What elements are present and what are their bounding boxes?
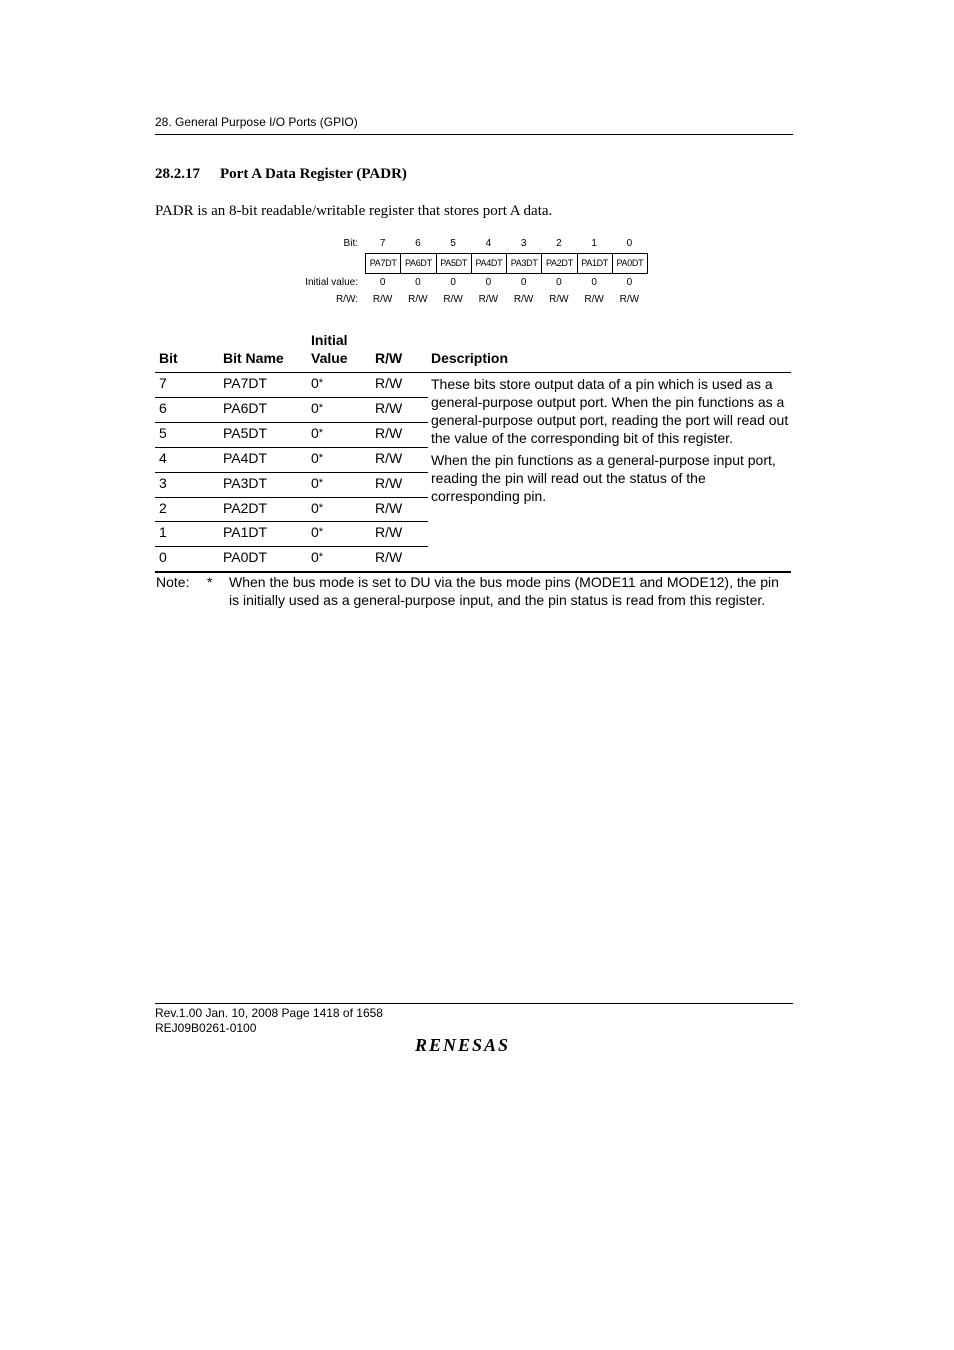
row-initial-value: 0 bbox=[311, 549, 319, 565]
row-initial-value: 0 bbox=[311, 450, 319, 466]
footer-rule bbox=[155, 1003, 793, 1004]
col-header-rw: R/W bbox=[375, 350, 403, 366]
register-field: PA4DT bbox=[472, 254, 507, 273]
row-rw: R/W bbox=[375, 549, 403, 565]
register-initial-value: 0 bbox=[379, 277, 386, 288]
row-bit: 2 bbox=[159, 500, 167, 516]
row-divider bbox=[155, 546, 428, 547]
footer-revision: Rev.1.00 Jan. 10, 2008 Page 1418 of 1658 bbox=[155, 1006, 383, 1020]
row-bit-name: PA0DT bbox=[223, 549, 268, 565]
note-label: Note: bbox=[156, 574, 190, 590]
register-bit-number: 4 bbox=[485, 238, 492, 249]
asterisk-note-mark: * bbox=[318, 377, 324, 389]
register-initial-value: 0 bbox=[485, 277, 492, 288]
row-bit: 3 bbox=[159, 475, 167, 491]
row-bit-name: PA7DT bbox=[223, 375, 268, 391]
renesas-logo-graphic bbox=[413, 1035, 533, 1055]
register-bit-fields bbox=[365, 253, 648, 274]
note-text: When the bus mode is set to DU via the bus mode pins (MODE11 and MODE12), the pin is initially used as a general-purpose input, and the pin status is read from this register. bbox=[229, 574, 779, 608]
row-bit-name: PA4DT bbox=[223, 450, 268, 466]
register-rw-value: R/W bbox=[478, 294, 499, 305]
row-bit-name: PA3DT bbox=[223, 475, 268, 491]
register-bit-label: Bit: bbox=[343, 238, 358, 249]
col-header-bit: Bit bbox=[159, 350, 178, 366]
register-initial-label: Initial value: bbox=[305, 277, 358, 288]
register-rw-value: R/W bbox=[549, 294, 569, 305]
row-bit-name: PA1DT bbox=[223, 524, 268, 540]
row-initial-value: 0 bbox=[311, 475, 319, 491]
description-paragraph-2: When the pin functions as a general-purpose input port, reading the pin will read out the status of the corresponding pin. bbox=[431, 452, 776, 504]
register-rw-value: R/W bbox=[443, 294, 463, 305]
row-rw: R/W bbox=[375, 375, 403, 391]
register-field: PA5DT bbox=[437, 254, 472, 273]
row-initial-value: 0 bbox=[311, 524, 319, 540]
asterisk-note-mark: * bbox=[318, 502, 324, 514]
register-bit-number: 0 bbox=[626, 238, 633, 249]
register-initial-value: 0 bbox=[556, 277, 562, 288]
renesas-logo-text: RENESAS bbox=[415, 1035, 511, 1055]
register-initial-values bbox=[365, 277, 647, 288]
row-bit: 1 bbox=[159, 524, 167, 540]
row-bit-name: PA2DT bbox=[223, 500, 268, 516]
register-rw-value: R/W bbox=[584, 294, 604, 305]
row-initial bbox=[311, 375, 323, 391]
register-rw-values bbox=[365, 294, 647, 305]
row-rw: R/W bbox=[375, 475, 403, 491]
asterisk-note-mark: * bbox=[318, 452, 324, 464]
row-bit: 7 bbox=[159, 375, 167, 391]
register-bit-number: 1 bbox=[591, 238, 597, 249]
renesas-logo bbox=[413, 1035, 533, 1060]
running-header: 28. General Purpose I/O Ports (GPIO) bbox=[155, 115, 358, 129]
col-header-description: Description bbox=[431, 350, 509, 366]
row-divider bbox=[155, 497, 428, 498]
row-rw: R/W bbox=[375, 400, 403, 416]
register-initial-value: 0 bbox=[591, 277, 597, 288]
asterisk-note-mark: * bbox=[318, 427, 324, 439]
register-initial-value: 0 bbox=[415, 277, 421, 288]
row-rw: R/W bbox=[375, 500, 403, 516]
register-bit-number: 2 bbox=[556, 238, 562, 249]
register-field: PA1DT bbox=[578, 254, 613, 273]
register-field: PA3DT bbox=[507, 254, 542, 273]
register-field: PA7DT bbox=[366, 254, 401, 273]
row-initial bbox=[311, 549, 323, 565]
section-number: 28.2.17 bbox=[155, 166, 200, 182]
row-rw: R/W bbox=[375, 450, 403, 466]
section-title-text: Port A Data Register (PADR) bbox=[220, 166, 407, 182]
asterisk-note-mark: * bbox=[318, 477, 324, 489]
register-field: PA6DT bbox=[401, 254, 436, 273]
row-bit: 6 bbox=[159, 400, 167, 416]
row-rw: R/W bbox=[375, 425, 403, 441]
row-rw: R/W bbox=[375, 524, 403, 540]
row-initial bbox=[311, 450, 323, 466]
row-initial bbox=[311, 400, 323, 416]
section-title bbox=[155, 166, 407, 183]
note-asterisk: * bbox=[207, 574, 213, 590]
row-initial-value: 0 bbox=[311, 375, 319, 391]
row-divider bbox=[155, 472, 428, 473]
row-divider bbox=[155, 447, 428, 448]
row-divider bbox=[155, 422, 428, 423]
register-rw-value: R/W bbox=[408, 294, 428, 305]
table-header-rule bbox=[155, 372, 791, 373]
header-rule bbox=[155, 134, 793, 135]
register-bit-numbers bbox=[365, 238, 647, 249]
col-header-initial: Initial bbox=[311, 332, 348, 348]
row-bit-name: PA5DT bbox=[223, 425, 268, 441]
row-divider bbox=[155, 397, 428, 398]
intro-paragraph: PADR is an 8-bit readable/writable register that stores port A data. bbox=[155, 203, 553, 219]
row-initial-value: 0 bbox=[311, 425, 319, 441]
row-bit: 5 bbox=[159, 425, 167, 441]
register-rw-value: R/W bbox=[619, 294, 640, 305]
register-bit-number: 5 bbox=[450, 238, 456, 249]
row-initial bbox=[311, 500, 323, 516]
register-bit-number: 3 bbox=[520, 238, 527, 249]
row-initial bbox=[311, 475, 323, 491]
register-bit-number: 6 bbox=[415, 238, 421, 249]
register-rw-value: R/W bbox=[372, 294, 393, 305]
description-paragraph-1: These bits store output data of a pin which is used as a general-purpose output port. When the pin functions as a general-purpose output port, reading the port will read out the value of the corresponding bit of this register. bbox=[431, 376, 789, 446]
asterisk-note-mark: * bbox=[318, 402, 324, 414]
row-initial bbox=[311, 524, 323, 540]
register-bit-number: 7 bbox=[379, 238, 386, 249]
register-initial-value: 0 bbox=[520, 277, 527, 288]
register-field: PA0DT bbox=[616, 258, 644, 268]
row-divider bbox=[155, 521, 428, 522]
row-bit: 4 bbox=[159, 450, 167, 466]
row-initial-value: 0 bbox=[311, 400, 319, 416]
register-initial-value: 0 bbox=[626, 277, 633, 288]
col-header-bit-name: Bit Name bbox=[223, 350, 284, 366]
register-initial-value: 0 bbox=[450, 277, 456, 288]
row-bit: 0 bbox=[159, 549, 167, 565]
col-header-value: Value bbox=[311, 350, 348, 366]
row-initial bbox=[311, 425, 323, 441]
register-field: PA2DT bbox=[542, 254, 577, 273]
register-rw-value: R/W bbox=[513, 294, 534, 305]
row-bit-name: PA6DT bbox=[223, 400, 268, 416]
asterisk-note-mark: * bbox=[318, 551, 324, 563]
footer-document-number: REJ09B0261-0100 bbox=[155, 1021, 257, 1035]
row-initial-value: 0 bbox=[311, 500, 319, 516]
register-rw-label: R/W: bbox=[335, 294, 358, 305]
asterisk-note-mark: * bbox=[318, 526, 324, 538]
